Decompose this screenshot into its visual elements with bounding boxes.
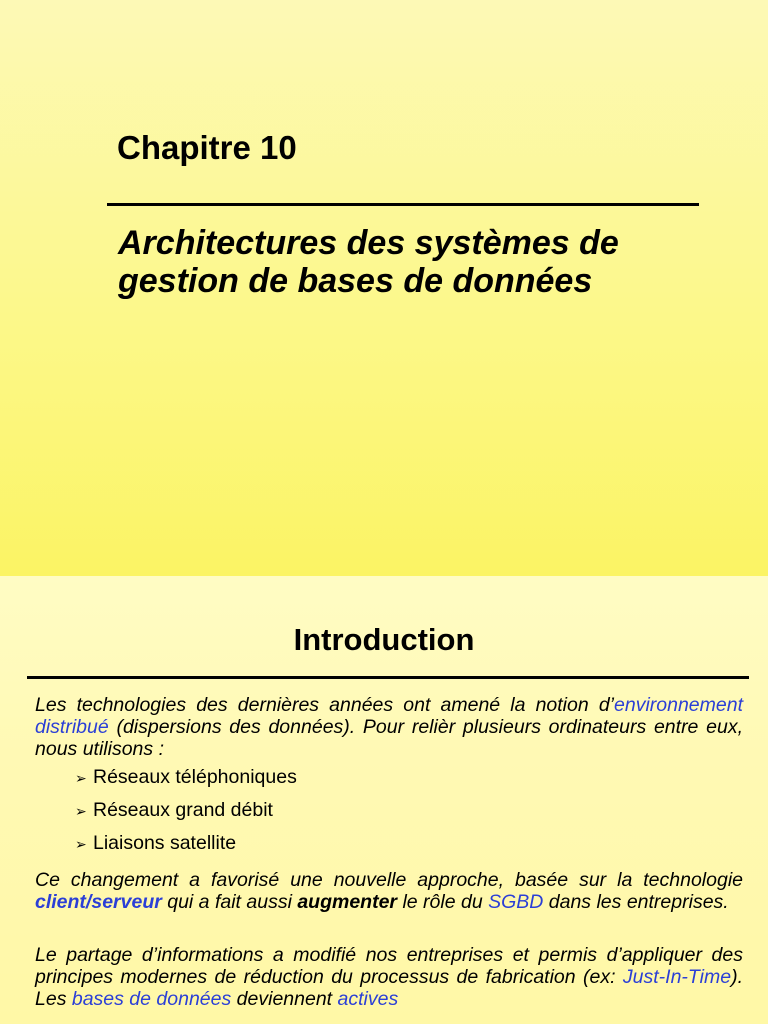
text-run: (dispersions des données). Pour relièr plusieurs ordinateurs entre eux, nous utilisons : [35,716,743,760]
introduction-slide [0,576,768,1024]
text-run: ). Les [35,966,743,1010]
text-run: Le partage d’informations a modifié nos entreprises et permis d’appliquer des principes modernes de réduction du processus de fabrication (ex: [35,944,743,988]
slide-title: Introduction [293,622,475,657]
chapter-title: Chapitre 10 [117,129,297,166]
paragraph-intro [35,694,743,760]
keyword-sgbd: SGBD [488,891,544,913]
list-item-label: Réseaux téléphoniques [93,766,297,788]
arrowhead-icon: ➢ [75,803,87,819]
text-run: Les technologies des dernières années ont amené la notion d’ [35,694,614,716]
paragraph-client-server [35,869,743,913]
arrowhead-icon: ➢ [75,836,87,852]
list-item-label: Liaisons satellite [93,832,237,854]
keyword-distributed-environment: environnement distribué [35,694,743,738]
title-divider [27,676,749,679]
text-run: le rôle du [397,891,489,913]
keyword-just-in-time: Just-In-Time [622,966,732,988]
keyword-augmenter: augmenter [297,891,398,913]
list-item-label: Réseaux grand débit [93,799,273,821]
text-run: deviennent [231,988,338,1010]
arrowhead-icon: ➢ [75,770,87,786]
text-run: qui a fait aussi [161,891,298,913]
keyword-client-server: client/serveur [35,891,162,913]
list-item [75,799,297,832]
keyword-databases: bases de données [71,988,232,1010]
text-run: dans les entreprises. [543,891,729,913]
keyword-actives: actives [337,988,399,1010]
chapter-subtitle: Architectures des systèmes de gestion de bases de données [118,224,619,300]
list-item [75,766,297,799]
title-divider [107,203,699,206]
paragraph-information-sharing [35,944,743,1010]
network-list [75,766,297,865]
text-run: Ce changement a favorisé une nouvelle approche, basée sur la technologie [35,869,743,891]
list-item [75,832,297,865]
